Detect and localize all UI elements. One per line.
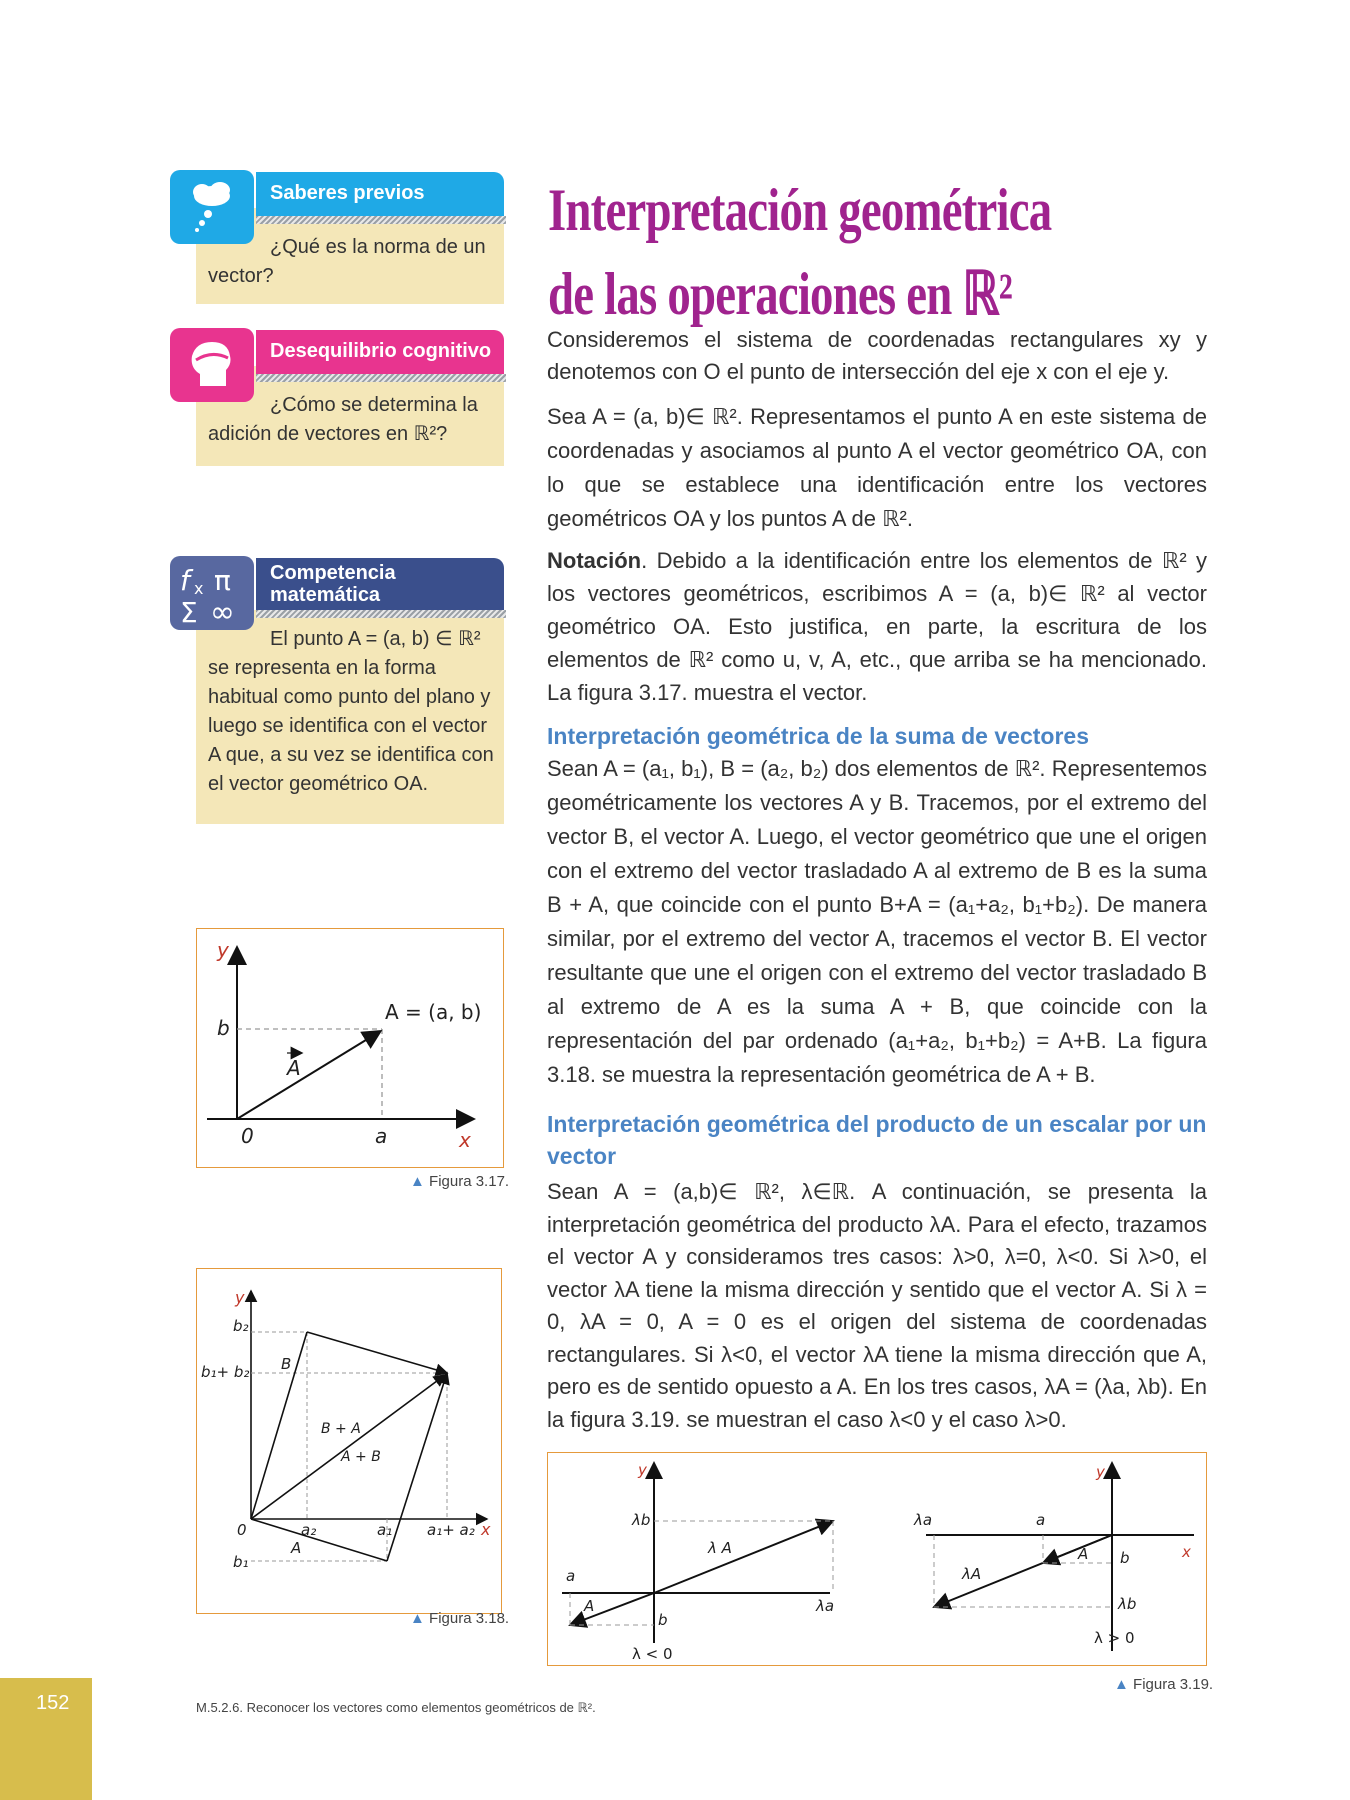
- header-hatch: [256, 610, 506, 618]
- right-lambda-a-label: λA: [962, 1565, 982, 1583]
- svg-text:π: π: [214, 564, 231, 597]
- left-la-label: λa: [816, 1597, 835, 1615]
- caption-text: Figura 3.19.: [1133, 1676, 1214, 1693]
- figure-3-17-plot: [197, 929, 503, 1167]
- figure-3-18-caption: [410, 1610, 509, 1627]
- saberes-previos-title: Saberes previos: [270, 182, 425, 204]
- b1-label: b₁: [233, 1553, 249, 1571]
- caption-text: Figura 3.17.: [429, 1173, 510, 1190]
- title-line-1: Interpretación geométrica: [548, 177, 1052, 243]
- header-title: [270, 562, 396, 606]
- competencia-title-1: Competencia: [270, 562, 396, 584]
- right-y-label: y: [1096, 1463, 1105, 1481]
- vector-a-label: A: [287, 1056, 301, 1080]
- subheading-producto: Interpretación geométrica del producto de un escalar por un vector: [547, 1111, 1207, 1169]
- b-label: b: [217, 1016, 230, 1040]
- left-b-label: b: [658, 1611, 668, 1629]
- right-lb-label: λb: [1118, 1595, 1137, 1613]
- header-hatch: [256, 374, 506, 382]
- a2-label: a₂: [301, 1521, 317, 1539]
- right-b-label: b: [1120, 1549, 1130, 1567]
- a-label: a: [375, 1124, 388, 1148]
- b-plus-a-label: B + A: [321, 1421, 361, 1437]
- left-lb-label: λb: [632, 1511, 651, 1529]
- svg-text:Σ: Σ: [180, 596, 198, 629]
- desequilibrio-title: Desequilibrio cognitivo: [270, 340, 492, 362]
- a-plus-b-label: A + B: [341, 1449, 381, 1465]
- y-axis-label: y: [217, 938, 229, 962]
- vector-b-label: B: [281, 1355, 292, 1373]
- svg-text:∞: ∞: [210, 595, 235, 630]
- left-condition: λ < 0: [632, 1645, 673, 1663]
- figure-3-19-plot: [548, 1453, 1206, 1665]
- svg-text:f: f: [180, 564, 190, 597]
- header-hatch: [256, 216, 506, 224]
- paragraph-3: [547, 544, 1207, 709]
- caption-text: Figura 3.18.: [429, 1610, 510, 1627]
- subheading-suma: Interpretación geométrica de la suma de vectores: [547, 723, 1089, 749]
- footer-objective: M.5.2.6. Reconocer los vectores como elementos geométricos de ℝ².: [196, 1700, 596, 1715]
- a1-label: a₁: [377, 1521, 393, 1539]
- desequilibrio-header: [256, 330, 504, 374]
- competencia-text: El punto A = (a, b) ∈ ℝ² se representa en la forma habitual como punto del plano y luego se identifica con el vector A que, a su vez se identifica con el vector geométrico OA.: [208, 628, 494, 795]
- y-axis-label: y: [235, 1288, 245, 1307]
- figure-3-18: [196, 1268, 502, 1614]
- paragraph-1: Consideremos el sistema de coordenadas rectangulares xy y denotemos con O el punto de intersección del eje x con el eje y.: [547, 327, 1207, 384]
- page-number-box: [0, 1678, 92, 1800]
- math-symbols-icon: [170, 556, 254, 630]
- origin-label: 0: [241, 1124, 254, 1148]
- saberes-previos-text: ¿Qué es la norma de un vector?: [208, 236, 486, 287]
- page-title: [548, 168, 1156, 336]
- paragraph-3-text: . Debido a la identificación entre los elementos de ℝ² y los vectores geométricos, escribimos A = (a, b)∈ ℝ² al vector geométrico OA. Esto justifica, en parte, la escritura de los elementos de ℝ² como u, v, A, etc., que arriba se ha mencionado. La figura 3.17. muestra el vector.: [547, 548, 1207, 705]
- left-lambda-a-label: λ A: [708, 1539, 732, 1557]
- triangle-icon: ▲: [410, 1610, 425, 1627]
- figure-3-17-caption: [410, 1173, 509, 1190]
- right-vector-a-label: A: [1078, 1545, 1089, 1563]
- x-axis-label: x: [459, 1128, 471, 1152]
- title-line-2: de las operaciones en ℝ²: [548, 261, 1012, 327]
- left-a-label: a: [566, 1567, 576, 1585]
- left-vector-a-label: A: [584, 1597, 595, 1615]
- competencia-header: [256, 558, 504, 610]
- notation-label: Notación: [547, 548, 642, 573]
- figure-3-19: [547, 1452, 1207, 1666]
- figure-3-19-caption: [1114, 1676, 1213, 1693]
- paragraph-2: Sea A = (a, b)∈ ℝ². Representamos el punto A en este sistema de coordenadas y asociamos al punto A el vector geométrico OA, con lo que se establece una identificación entre los vectores geométricos OA y los puntos A de ℝ².: [547, 404, 1207, 531]
- left-y-label: y: [638, 1461, 647, 1479]
- triangle-icon: ▲: [410, 1173, 425, 1190]
- a1a2-label: a₁+ a₂: [427, 1521, 475, 1539]
- figure-3-17: [196, 928, 504, 1168]
- svg-text:x: x: [194, 579, 204, 598]
- paragraph-5: Sean A = (a,b)∈ ℝ², λ∈ℝ. A continuación, se presenta la interpretación geométrica del producto λA. Para el efecto, trazamos el vector A y consideramos tres casos: λ>0, λ=0, λ<0. Si λ>0, el vector λA tiene la misma dirección y sentido que el vector A. Si λ = 0, λA = 0, A = 0 es el origen del sistema de coordenadas rectangulares. Si λ<0, el vector λA tiene la misma dirección que A, pero es de sentido opuesto a A. En los tres casos, λA = (λa, λb). En la figura 3.19. se muestran el caso λ<0 y el caso λ>0.: [547, 1179, 1207, 1432]
- page-number: 152: [36, 1692, 70, 1714]
- saberes-previos-header: [256, 172, 504, 216]
- b1b2-label: b₁+ b₂: [201, 1363, 250, 1381]
- paragraph-4: Sean A = (a₁, b₁), B = (a₂, b₂) dos elementos de ℝ². Representemos geométricamente los vectores A y B. Tracemos, por el extremo del vector B, el vector A. Luego, el vector geométrico que une el origen con el extremo del vector trasladado A al extremo de B es la suma B + A, que coincide con el punto B+A = (a₁+a₂, b₁+b₂). De manera similar, por el extremo del vector A, tracemos el vector B. El vector resultante que une el origen con el extremo del vector trasladado B al extremo de A es la suma A + B, que coincide con la representación del par ordenado (a₁+a₂, b₁+b₂) = A+B. La figura 3.18. se muestra la representación geométrica de A + B.: [547, 756, 1207, 1087]
- right-x-label: x: [1182, 1543, 1191, 1561]
- competencia-title-2: matemática: [270, 584, 381, 606]
- vector-a-label: A: [291, 1539, 302, 1557]
- right-condition: λ > 0: [1094, 1629, 1135, 1647]
- origin-label: 0: [237, 1521, 247, 1539]
- right-la-label: λa: [914, 1511, 933, 1529]
- triangle-icon: ▲: [1114, 1676, 1129, 1693]
- point-label: A = (a, b): [385, 1000, 482, 1024]
- x-axis-label: x: [481, 1520, 491, 1539]
- b2-label: b₂: [233, 1317, 249, 1335]
- right-a-label: a: [1036, 1511, 1046, 1529]
- desequilibrio-text: ¿Cómo se determina la adición de vectores en ℝ²?: [208, 394, 478, 445]
- figure-3-18-plot: [197, 1269, 501, 1613]
